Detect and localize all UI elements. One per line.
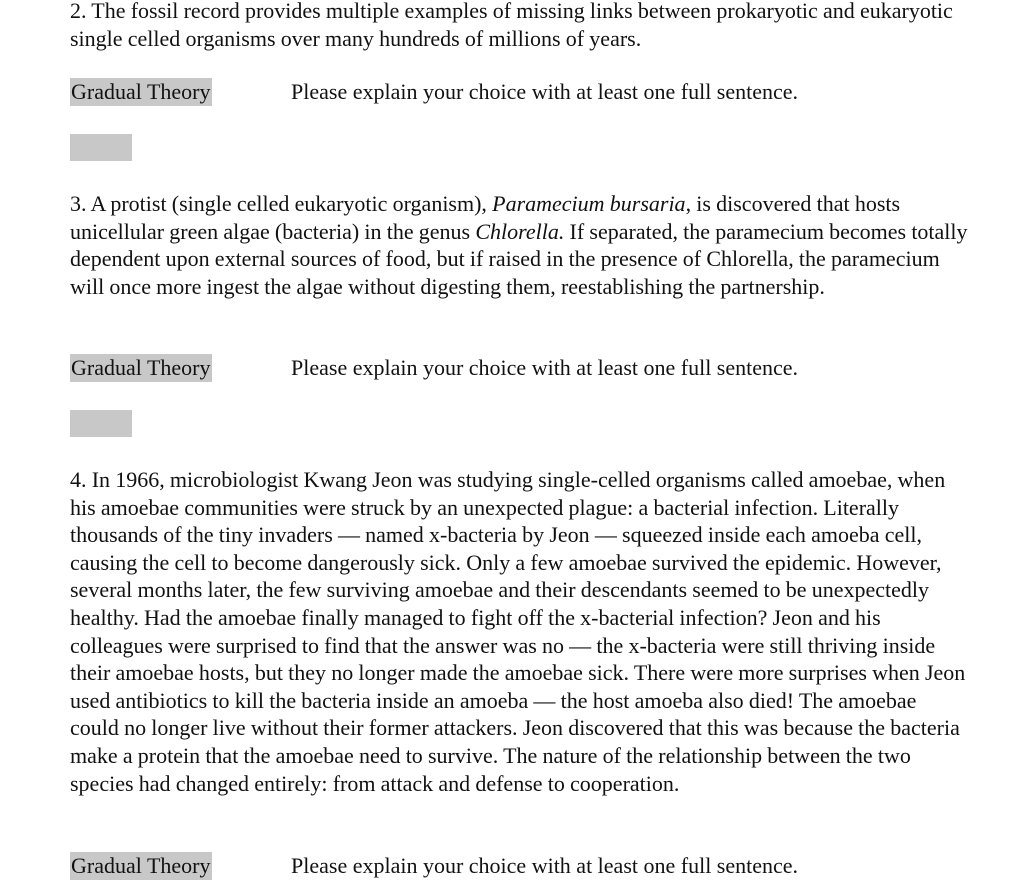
question-2-text: 2. The fossil record provides multiple examples of missing links between prokaryotic and eukaryotic single celled organisms over many hundreds of millions of years. (70, 0, 953, 51)
question-4-text: 4. In 1966, microbiologist Kwang Jeon was studying single-celled organisms called amoebae, when his amoebae communities were struck by an unexpected plague: a bacterial infection. Literally thousands of the tiny invaders — named x-bacteria by Jeon — squeezed inside each amoeba cell, causing the cell to become dangerously sick. Only a few amoebae survived the epidemic. However, several months later, the few surviving amoebae and their descendants seemed to be unexpectedly healthy. Had the amoebae finally managed to fight off the x-bacterial infection? Jeon and his colleagues were surprised to find that the answer was no — the x-bacteria were still thriving inside their amoebae hosts, but they no longer made the amoebae sick. There were more surprises when Jeon used antibiotics to kill the bacteria inside an amoeba — the host amoeba also died! The amoebae could no longer live without their former attackers. Jeon discovered that this was because the bacteria make a protein that the amoebae need to survive. The nature of the relationship between the two species had changed entirely: from attack and defense to cooperation. (70, 467, 966, 796)
answer-row-question-3 (70, 354, 970, 382)
explanation-prompt-question-3: Please explain your choice with at least one full sentence. (291, 355, 799, 380)
explanation-prompt-question-2: Please explain your choice with at least one full sentence. (291, 79, 799, 104)
theory-dropdown-question-2[interactable]: Gradual Theory (71, 79, 211, 104)
explanation-field-question-2[interactable] (70, 134, 132, 161)
question-3-middle: , is discovered that hosts unicellular green algae (bacteria) in the genus (70, 191, 901, 244)
answer-row-question-4 (70, 852, 970, 880)
theory-dropdown-question-4[interactable]: Gradual Theory (71, 853, 211, 878)
answer-row-question-2 (70, 78, 970, 106)
question-3-species-name: Paramecium bursaria (492, 191, 686, 216)
question-3-genus-name: Chlorella. (475, 218, 565, 244)
explanation-field-question-3[interactable] (70, 410, 132, 437)
theory-dropdown-question-3[interactable]: Gradual Theory (71, 355, 211, 380)
question-3-suffix: If separated, the paramecium becomes totally dependent upon external sources of food, but if raised in the presence of Chlorella, the paramecium will once more ingest the algae without digesting them, reestablishing the partnership. (70, 218, 968, 299)
question-3-prefix: 3. A protist (single celled eukaryotic organism), (70, 191, 493, 216)
question-3-text (70, 190, 970, 300)
explanation-prompt-question-4: Please explain your choice with at least one full sentence. (291, 853, 799, 878)
